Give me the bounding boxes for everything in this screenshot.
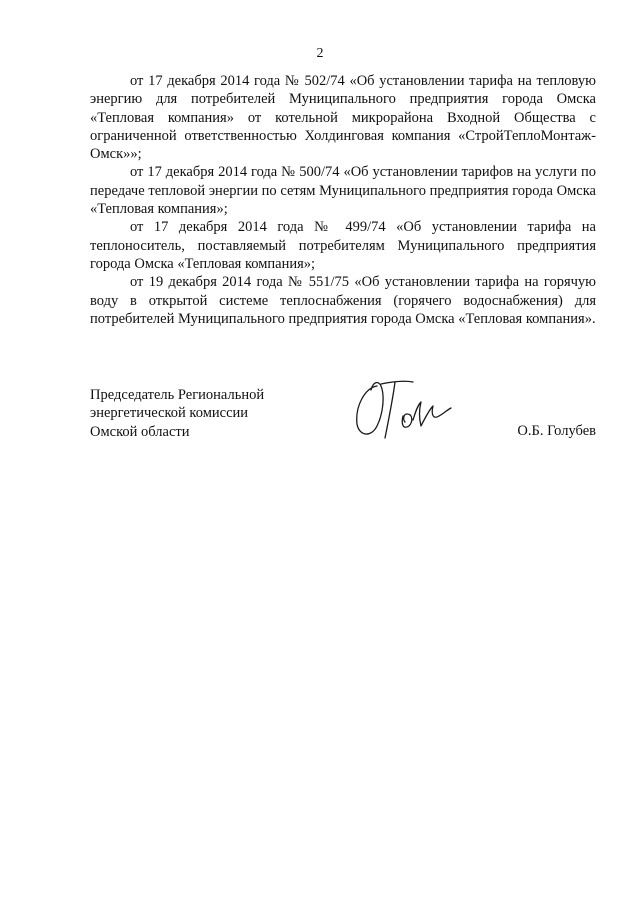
signatory-title-line-3: Омской области: [90, 423, 190, 440]
document-body: [90, 72, 596, 328]
signatory-title-line-2: энергетической комиссии: [90, 405, 249, 422]
page-number: 2: [316, 46, 324, 61]
decree-paragraph-4: от 19 декабря 2014 года № 551/75 «Об установлении тарифа на горячую воду в открытой системе теплоснабжения (горячего водоснабжения) для потребителей Муниципального предприятия города Омска «Тепловая компания».: [90, 274, 596, 327]
decree-paragraph-2: от 17 декабря 2014 года № 500/74 «Об установлении тарифов на услуги по передаче тепловой энергии по сетям Муниципального предприятия города Омска «Тепловая компания»;: [90, 164, 596, 218]
signatory-title: [90, 386, 264, 441]
decree-paragraph-3: от 17 декабря 2014 года № 499/74 «Об установлении тарифа на теплоноситель, поставляемый потребителям Муниципального предприятия города Омска «Тепловая компания»;: [90, 219, 596, 272]
handwritten-signature: [347, 376, 457, 448]
signer-name: О.Б. Голубев: [517, 423, 596, 439]
signatory-title-line-1: Председатель Региональной: [90, 387, 265, 403]
decree-paragraph-1: от 17 декабря 2014 года № 502/74 «Об установлении тарифа на тепловую энергию для потребителей Муниципального предприятия города Омска «Тепловая компания» от котельной микрорайона Входной Общества с ограниченной ответственностью Холдинговая компания «СтройТеплоМонтаж-Омск»»;: [90, 73, 596, 163]
